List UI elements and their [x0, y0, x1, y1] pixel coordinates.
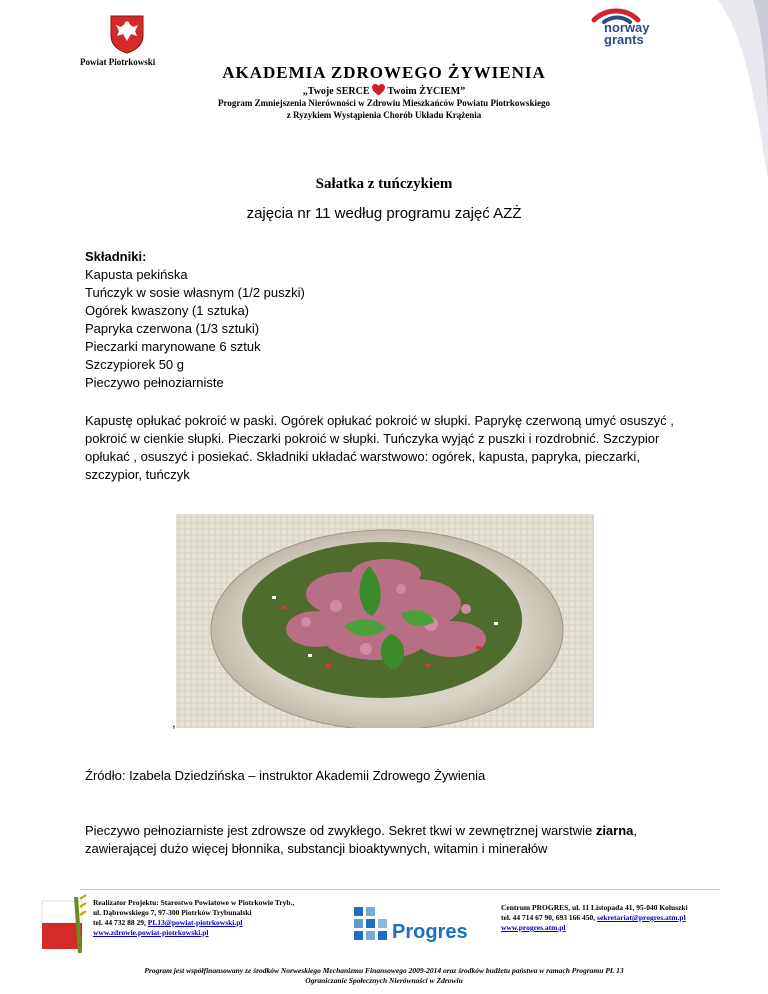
- program-line-2: z Ryzykiem Wystąpienia Chorób Układu Krążenia: [286, 110, 482, 120]
- funding-line-1: Program jest współfinansowany ze środków Norweskiego Mechanizmu Finansowego 2009-2014 oraz środków budżetu państwa w ramach Programu PL 13: [144, 966, 624, 975]
- funding-line-2: Ograniczanie Społecznych Nierówności w Zdrowiu: [305, 976, 463, 985]
- info-bold: ziarna: [595, 823, 634, 838]
- county-coat-of-arms-icon: [108, 14, 146, 54]
- footer-left-line1: Realizator Projektu: Starostwo Powiatowe w Piotrkowie Tryb.,: [93, 898, 295, 907]
- salad-photo: [176, 514, 594, 728]
- footer-funding-note: [0, 966, 768, 986]
- grants-word: grants: [604, 32, 644, 47]
- ingredient-item: Pieczywo pełnoziarniste: [85, 375, 224, 390]
- preparation-text: Kapustę opłukać pokroić w paski. Ogórek opłukać pokroić w słupki. Paprykę czerwoną umyć osuszyć , pokroić w cienkie słupki. Pieczarki pokroić w słupki. Tuńczyka wyjąć z puszki i rozdrobnić. Szczypior opłukać , osuszyć i posiekać. Składniki układać warstwowo: ogórek, kapusta, papryka, pieczarki, szczypior, tuńczyk: [85, 413, 674, 482]
- norway-word: norway: [604, 20, 650, 35]
- footer-divider: [80, 889, 720, 890]
- footer-right-email-link[interactable]: sekretariat@progres.atm.pl: [597, 913, 686, 922]
- ingredient-item: Ogórek kwaszony (1 sztuka): [85, 303, 250, 318]
- poland-flag-wheat-logo-icon: [40, 893, 88, 953]
- ingredient-item: Szczypiorek 50 g: [85, 357, 184, 372]
- program-line-1: Program Zmniejszenia Nierówności w Zdrowiu Mieszkańców Powiatu Piotrkowskiego: [218, 98, 550, 108]
- recipe-subtitle: zajęcia nr 11 według programu zajęć AZŻ: [246, 205, 522, 222]
- footer-left-email-link[interactable]: PL13@powiat-piotrkowski.pl: [147, 918, 243, 927]
- progres-logo-text: Progres: [392, 921, 468, 943]
- footer-right-website-link[interactable]: www.progres.atm.pl: [501, 923, 566, 932]
- footer-right-phone: tel. 44 714 67 90, 693 166 450,: [501, 913, 598, 922]
- ingredient-item: Tuńczyk w sosie własnym (1/2 puszki): [85, 285, 305, 300]
- info-before: Pieczywo pełnoziarniste jest zdrowsze od zwykłego. Sekret tkwi w zewnętrznej warstwie: [85, 823, 596, 838]
- ingredient-item: Papryka czerwona (1/3 sztuki): [85, 321, 260, 336]
- photo-mark: ,: [172, 715, 176, 730]
- heart-icon: [372, 84, 385, 96]
- tagline: [0, 84, 768, 97]
- ingredients-heading: Składniki:: [85, 249, 147, 264]
- ingredients-section: [85, 248, 305, 392]
- footer-right-line2: [501, 913, 688, 923]
- footer-right-line1: Centrum PROGRES, ul. 11 Listopada 41, 95-040 Koluszki: [501, 903, 688, 912]
- footer-right-contact: [501, 903, 688, 933]
- ingredient-item: Kapusta pekińska: [85, 267, 188, 282]
- footer-left-website-link[interactable]: www.zdrowie.powiat-piotrkowski.pl: [93, 928, 209, 937]
- progres-logo: [352, 905, 472, 947]
- info-text: [85, 822, 700, 858]
- progres-grid-icon: [352, 905, 390, 947]
- norway-grants-text: [604, 22, 650, 46]
- footer-left-line3: [93, 918, 294, 928]
- footer-left-phone: tel. 44 732 88 29,: [93, 918, 148, 927]
- footer-right-line3: [501, 923, 688, 933]
- recipe-title: Sałatka z tuńczykiem: [315, 176, 453, 192]
- ingredient-item: Pieczarki marynowane 6 sztuk: [85, 339, 261, 354]
- footer-left-line4: [93, 928, 294, 938]
- academy-title: AKADEMIA ZDROWEGO ŻYWIENIA: [222, 63, 546, 82]
- info-after: , zawierającej dużo więcej błonnika, substancji bioaktywnych, witamin i minerałów: [85, 823, 638, 856]
- tagline-left: „Twoje SERCE: [302, 86, 370, 97]
- footer-left-contact: [93, 898, 294, 938]
- county-name: Powiat Piotrkowski: [80, 57, 156, 67]
- footer-left-line2: ul. Dąbrowskiego 7, 97-300 Piotrków Trybunalski: [93, 908, 252, 917]
- source-text: Źródło: Izabela Dziedzińska – instruktor Akademii Zdrowego Żywienia: [85, 768, 486, 783]
- tagline-right: Twoim ŻYCIEM”: [387, 86, 466, 97]
